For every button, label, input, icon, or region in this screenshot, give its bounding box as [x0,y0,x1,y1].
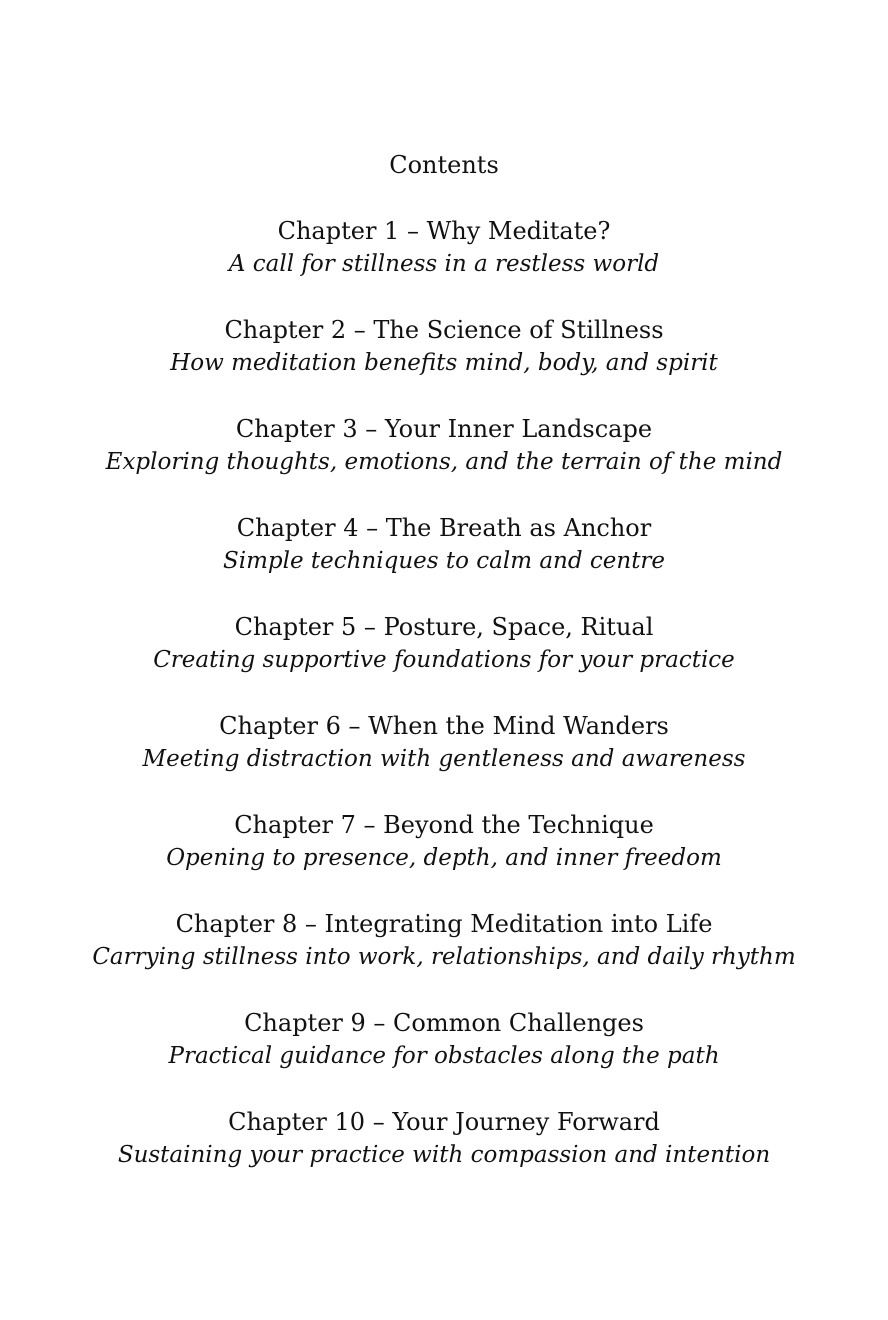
chapter-subtitle: Creating supportive foundations for your practice [153,647,735,673]
toc-entry-chapter-1[interactable] [0,215,888,280]
chapter-title: Chapter 7 – Beyond the Technique [234,811,654,839]
chapter-subtitle: A call for stillness in a restless world [228,251,660,277]
chapter-subtitle: Simple techniques to calm and centre [222,548,666,574]
toc-entry-chapter-2[interactable] [0,314,888,379]
toc-entry-chapter-8[interactable] [0,908,888,973]
chapter-subtitle: Opening to presence, depth, and inner freedom [166,845,722,871]
chapter-title: Chapter 9 – Common Challenges [244,1009,644,1037]
toc-entry-chapter-7[interactable] [0,809,888,874]
toc-entry-chapter-10[interactable] [0,1106,888,1171]
chapter-title: Chapter 10 – Your Journey Forward [228,1108,660,1136]
page-title: Contents [389,151,499,179]
chapter-subtitle: Practical guidance for obstacles along the path [168,1043,720,1069]
toc-entry-chapter-3[interactable] [0,413,888,478]
chapter-subtitle: Sustaining your practice with compassion and intention [117,1142,771,1168]
chapter-title: Chapter 3 – Your Inner Landscape [235,415,653,443]
toc-entry-chapter-6[interactable] [0,710,888,775]
chapter-title: Chapter 6 – When the Mind Wanders [219,712,669,740]
toc-entry-chapter-5[interactable] [0,611,888,676]
chapter-title: Chapter 5 – Posture, Space, Ritual [234,613,654,641]
chapter-subtitle: Carrying stillness into work, relationships, and daily rhythm [92,944,796,970]
chapter-title: Chapter 1 – Why Meditate? [277,217,611,245]
chapter-subtitle: Meeting distraction with gentleness and awareness [142,746,746,772]
chapter-subtitle: Exploring thoughts, emotions, and the terrain of the mind [105,449,783,475]
chapter-title: Chapter 2 – The Science of Stillness [224,316,664,344]
chapter-subtitle: How meditation benefits mind, body, and spirit [170,350,718,376]
chapter-title: Chapter 8 – Integrating Meditation into Life [175,910,713,938]
chapter-title: Chapter 4 – The Breath as Anchor [236,514,652,542]
toc-entry-chapter-9[interactable] [0,1007,888,1072]
toc-entry-chapter-4[interactable] [0,512,888,577]
